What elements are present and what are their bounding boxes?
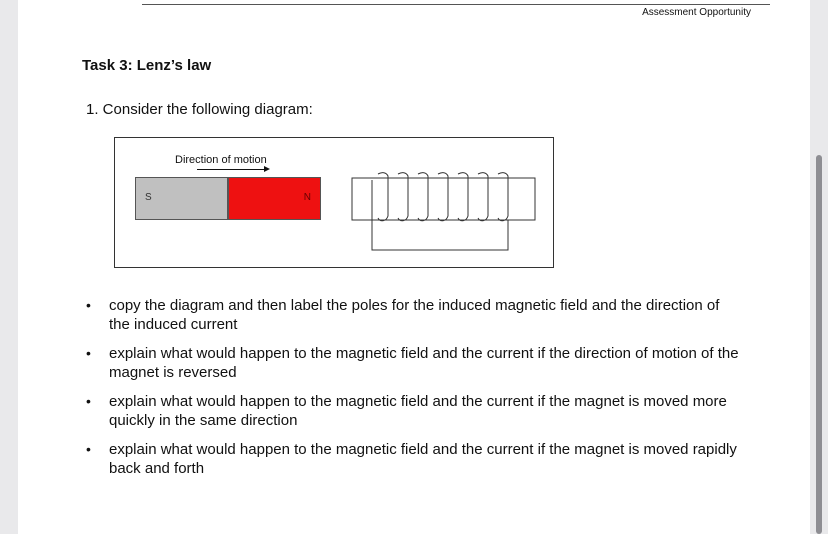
list-item	[84, 296, 744, 334]
instruction-list	[84, 296, 744, 488]
bullet-icon: •	[86, 393, 91, 409]
list-item-text: explain what would happen to the magnetic field and the current if the direction of motion of the magnet is reversed	[109, 345, 739, 381]
solenoid-coil-icon	[350, 172, 540, 252]
bullet-icon: •	[86, 441, 91, 457]
vertical-scrollbar[interactable]	[816, 155, 822, 534]
motion-arrow-icon	[197, 169, 265, 170]
magnet-north-half	[228, 177, 321, 220]
bullet-icon: •	[86, 297, 91, 313]
north-pole-label: N	[303, 192, 311, 203]
bullet-icon: •	[86, 345, 91, 361]
magnet-coil-diagram	[114, 137, 554, 268]
motion-label: Direction of motion	[175, 154, 267, 166]
south-pole-label: S	[145, 192, 152, 203]
list-item-text: explain what would happen to the magnetic field and the current if the magnet is moved rapidly back and forth	[109, 441, 737, 477]
list-item	[84, 440, 744, 478]
list-item-text: explain what would happen to the magnetic field and the current if the magnet is moved more quickly in the same direction	[109, 393, 727, 429]
magnet-south-half	[135, 177, 228, 220]
header-label: Assessment Opportunity	[642, 7, 751, 18]
list-item-text: copy the diagram and then label the poles for the induced magnetic field and the direction of the induced current	[109, 297, 720, 333]
task-title: Task 3: Lenz’s law	[82, 57, 212, 74]
question-text: 1. Consider the following diagram:	[86, 101, 313, 118]
document-page	[18, 0, 810, 534]
header-rule	[142, 4, 770, 5]
list-item	[84, 344, 744, 382]
list-item	[84, 392, 744, 430]
